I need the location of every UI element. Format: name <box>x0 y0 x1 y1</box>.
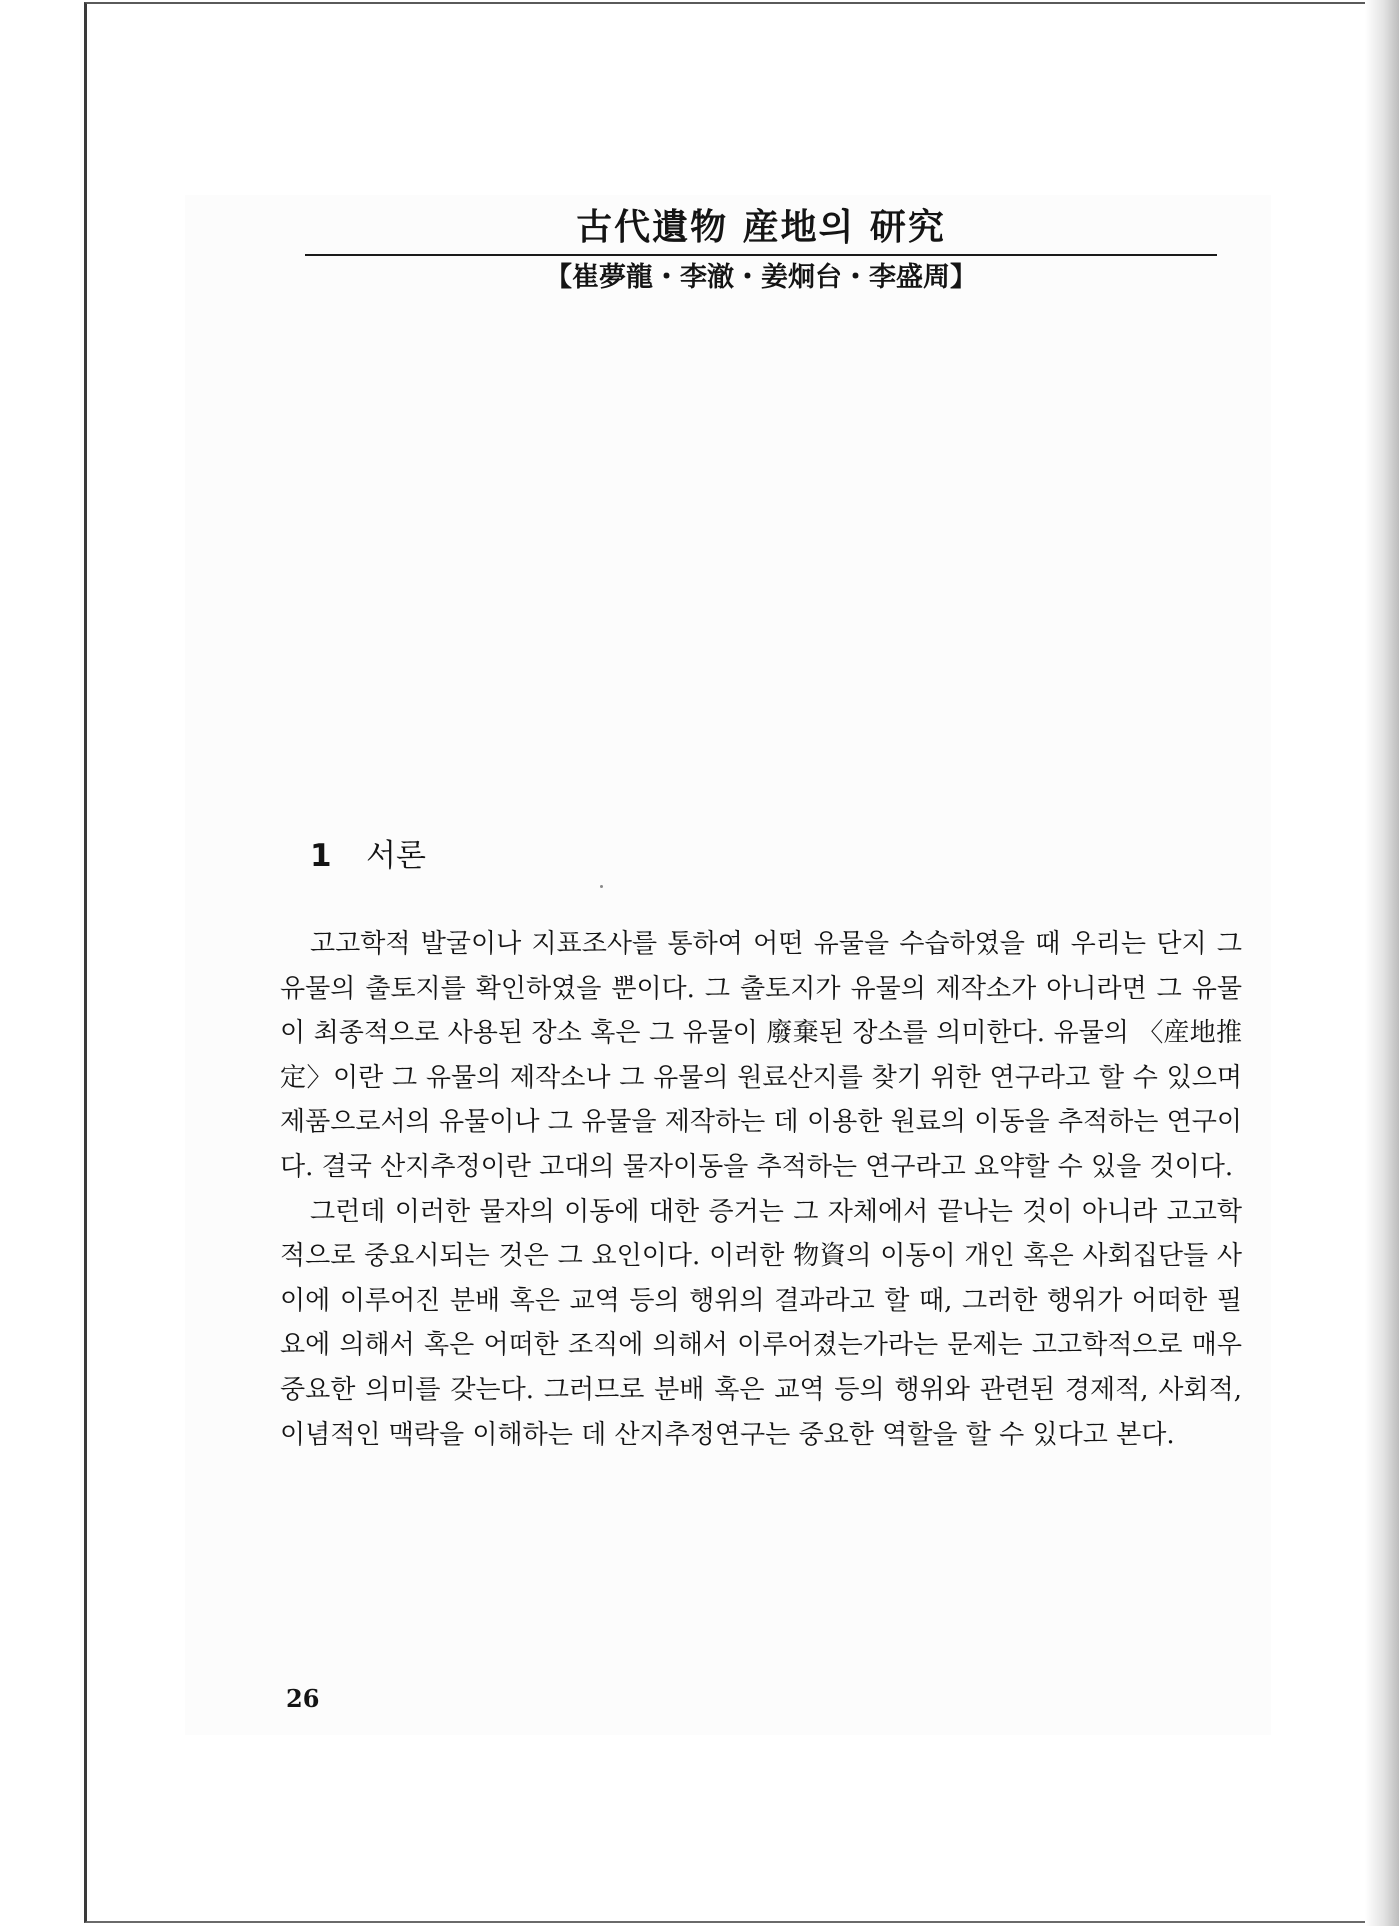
title-divider <box>305 254 1217 256</box>
scan-speck <box>600 885 603 888</box>
article-authors: 【崔夢龍・李澈・姜炯台・李盛周】 <box>545 262 977 293</box>
page-number: 26 <box>286 1684 320 1713</box>
page-edge-shadow <box>1365 0 1399 1926</box>
section-number: 1 <box>310 838 332 874</box>
article-title: 古代遺物 産地의 研究 <box>576 206 946 248</box>
paragraph: 그런데 이러한 물자의 이동에 대한 증거는 그 자체에서 끝나는 것이 아니라 고고학적으로 중요시되는 것은 그 요인이다. 이러한 物資의 이동이 개인 혹은 사회집단들 사이에 이루어진 분배 혹은 교역 등의 행위의 결과라고 할 때, 그러한 행위가 어떠한 필요에 의해서 혹은 어떠한 조직에 의해서 이루어졌는가라는 문제는 고고학적으로 매우 중요한 의미를 갖는다. 그러므로 분배 혹은 교역 등의 행위와 관련된 경제적, 사회적, 이념적인 맥락을 이해하는 데 산지추정연구는 중요한 역할을 할 수 있다고 본다. <box>280 1196 1242 1450</box>
paragraph: 고고학적 발굴이나 지표조사를 통하여 어떤 유물을 수습하였을 때 우리는 단지 그 유물의 출토지를 확인하였을 뿐이다. 그 출토지가 유물의 제작소가 아니라면 그 유물이 최종적으로 사용된 장소 혹은 그 유물이 廢棄된 장소를 의미한다. 유물의 〈産地推定〉이란 그 유물의 제작소나 그 유물의 원료산지를 찾기 위한 연구라고 할 수 있으며 제품으로서의 유물이나 그 유물을 제작하는 데 이용한 원료의 이동을 추적하는 연구이다. 결국 산지추정이란 고대의 물자이동을 추적하는 연구라고 요약할 수 있을 것이다. <box>280 929 1242 1182</box>
section-title: 서론 <box>366 838 426 874</box>
body-text <box>280 922 1242 1457</box>
section-heading <box>310 834 426 878</box>
